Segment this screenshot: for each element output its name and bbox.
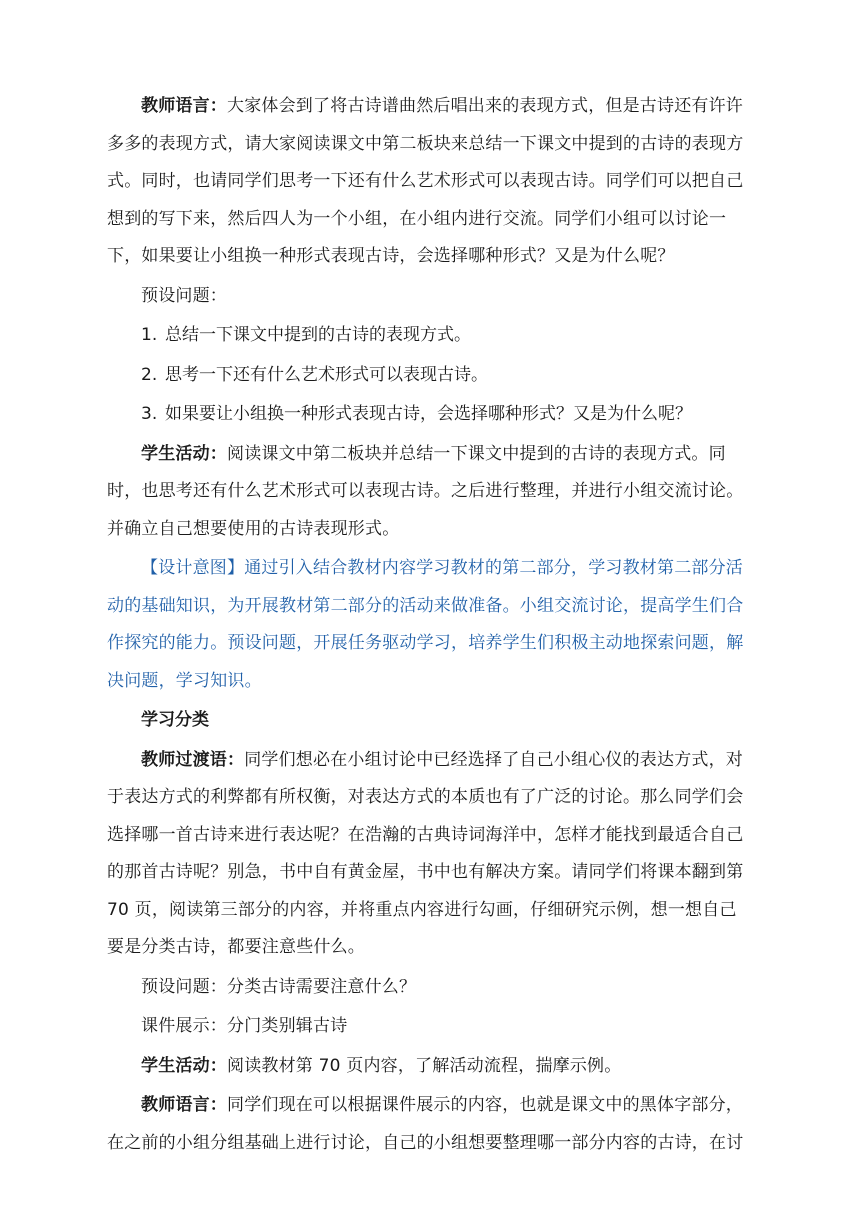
courseware-display-line: 课件展示：分门类别辑古诗 bbox=[141, 1016, 348, 1036]
teacher-transition-text: 同学们想必在小组讨论中已经选择了自己小组心仪的表达方式，对于表达方式的利弊都有所权衡，对表达方式的本质也有了广泛的讨论。那么同学们会选择哪一首古诗来进行表达呢？在浩瀚的古典诗词海洋中，怎样才能找到最适合自己的那首古诗呢？别急，书中自有黄金屋，书中也有解决方案。请同学们将课本翻到第 70 页，阅读第三部分的内容，并将重点内容进行勾画，仔细研究示例，想一想自己要是分类古诗，都要注意些什么。 bbox=[107, 749, 744, 957]
design-intent-text: 通过引入结合教材内容学习教材的第二部分，学习教材第二部分活动的基础知识，为开展教材第二部分的活动来做准备。小组交流讨论，提高学生们合作探究的能力。预设问题，开展任务驱动学习，培养学生们积极主动地探索问题，解决问题，学习知识。 bbox=[107, 558, 744, 691]
teacher-transition-paragraph bbox=[107, 742, 753, 967]
list-item bbox=[107, 357, 753, 395]
student-activity-paragraph bbox=[107, 436, 753, 549]
list-number: 3. bbox=[141, 404, 158, 424]
teacher-speech-label: 教师语言： bbox=[141, 96, 227, 116]
list-number: 2. bbox=[141, 364, 158, 385]
teacher-speech-text: 大家体会到了将古诗谱曲然后唱出来的表现方式，但是古诗还有许许多多的表现方式，请大家阅读课文中第二板块来总结一下课文中提到的古诗的表现方式。同时，也请同学们思考一下还有什么艺术形式可以表现古诗。同学们可以把自己想到的写下来，然后四人为一个小组，在小组内进行交流。同学们小组可以讨论一下，如果要让小组换一种形式表现古诗，会选择哪种形式？又是为什么呢？ bbox=[107, 96, 744, 266]
list-text: 总结一下课文中提到的古诗的表现方式。 bbox=[165, 325, 471, 345]
list-item bbox=[107, 317, 753, 355]
teacher-transition-label: 教师过渡语： bbox=[141, 749, 245, 770]
student-activity-text-2: 阅读教材第 70 页内容，了解活动流程，揣摩示例。 bbox=[227, 1055, 622, 1076]
student-activity-paragraph-2 bbox=[107, 1048, 753, 1086]
section-heading: 学习分类 bbox=[141, 710, 209, 730]
list-text: 思考一下还有什么艺术形式可以表现古诗。 bbox=[165, 364, 488, 385]
design-intent-paragraph bbox=[107, 550, 753, 700]
student-activity-text: 阅读课文中第二板块并总结一下课文中提到的古诗的表现方式。同时，也思考还有什么艺术形式可以表现古诗。之后进行整理，并进行小组交流讨论。并确立自己想要使用的古诗表现形式。 bbox=[107, 443, 744, 539]
student-activity-label: 学生活动： bbox=[141, 443, 227, 464]
teacher-speech-text-2: 同学们现在可以根据课件展示的内容，也就是课文中的黑体字部分，在之前的小组分组基础上进行讨论，自己的小组想要整理哪一部分内容的古诗，在讨 bbox=[107, 1095, 744, 1153]
list-text: 如果要让小组换一种形式表现古诗，会选择哪种形式？又是为什么呢？ bbox=[165, 404, 692, 424]
teacher-speech-paragraph bbox=[107, 88, 753, 276]
document-content bbox=[107, 88, 753, 1162]
list-item bbox=[107, 396, 753, 434]
preset-questions-heading: 预设问题： bbox=[141, 285, 227, 306]
teacher-speech-paragraph-2 bbox=[107, 1087, 753, 1162]
student-activity-label-2: 学生活动： bbox=[141, 1055, 227, 1076]
preset-question-line: 预设问题：分类古诗需要注意什么？ bbox=[141, 976, 417, 997]
design-intent-label: 【设计意图】 bbox=[141, 558, 245, 578]
list-number: 1. bbox=[141, 325, 158, 345]
teacher-speech-label-2: 教师语言： bbox=[141, 1095, 227, 1115]
